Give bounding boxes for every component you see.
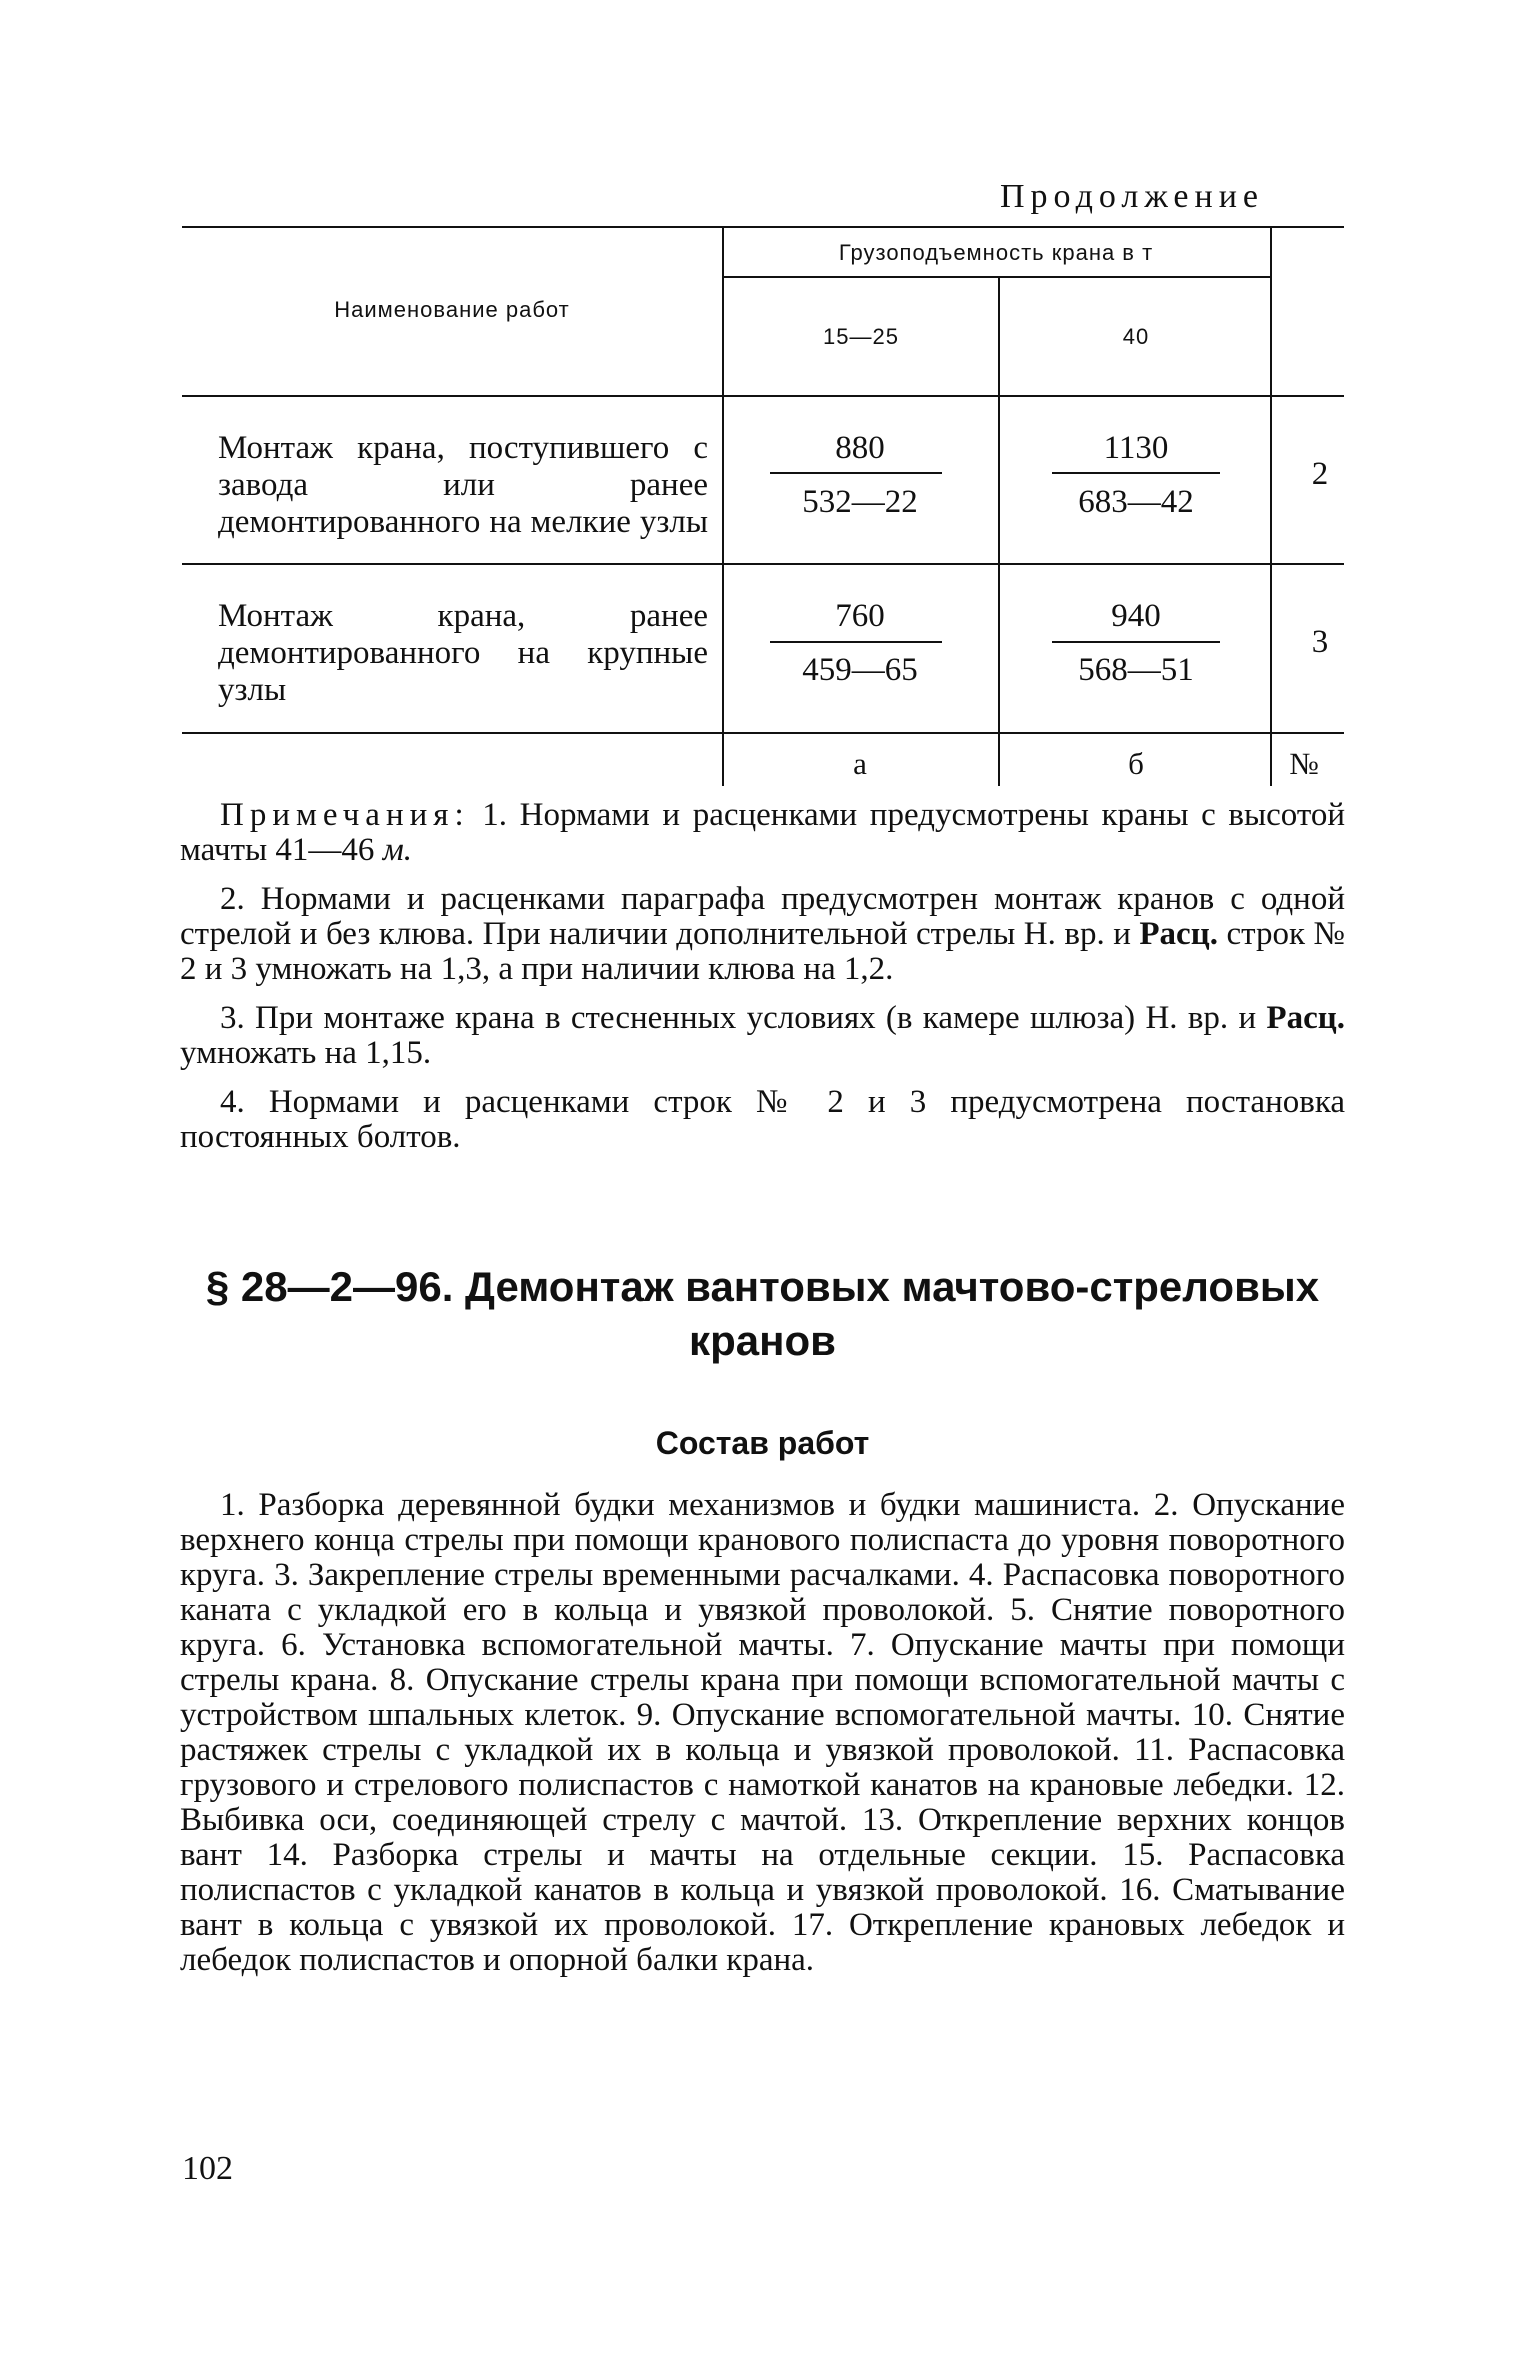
section-body: 1. Разборка деревянной будки механизмов и будки машиниста. 2. Опускание верхнего конца стрелы при помощи кранового полиспаста до уровня поворотного круга. 3. Закрепление стрелы временными расчалками. 4. Распасовка поворотного каната с укладкой его в кольца и увязкой проволокой. 5. Снятие поворотного круга. 6. Установка вспомогательной мачты. 7. Опускание мачты при помощи стрелы крана. 8. Опускание стрелы крана при помощи вспомогательной мачты с устройством шпальных клеток. 9. Опускание вспомогательной мачты. 10. Снятие растяжек стрелы с укладкой их в кольца и увязкой проволокой. 11. Распасовка грузового и стрелового полиспастов с намоткой канатов на крановые лебедки. 12. Выбивка оси, соединяющей стрелу с мачтой. 13. Открепление верхних концов вант 14. Разборка стрелы и мачты на отдельные секции. 15. Распасовка полиспастов с укладкой канатов в кольца и увязкой проволокой. 16. Сматывание вант в кольца с увязкой их проволокой. 17. Открепление крановых лебедок и лебедок полиспастов и опорной балки крана.: [180, 1487, 1345, 1978]
row-2-col-b-time: 1130: [1103, 430, 1169, 466]
note-3-bold: Расц.: [1266, 1000, 1345, 1036]
section-subtitle: Состав работ: [655, 1425, 870, 1461]
row-2-col-a-price: 532—22: [802, 484, 918, 520]
row-divider: [182, 563, 1344, 565]
footer-col-a: а: [853, 746, 867, 781]
note-1-unit: м.: [382, 832, 412, 868]
section-body-block: [180, 1488, 1345, 1978]
row-3-col-b-price: 568—51: [1078, 652, 1194, 688]
note-4: 4. Нормами и расценками строк № 2 и 3 предусмотрена постановка постоянных болтов.: [180, 1084, 1345, 1155]
note-2-text-start: 2. Нормами и расценками параграфа предусмотрен монтаж кранов с одной стрелой и без клюва. При наличии дополнительной стрелы Н. вр. и: [180, 881, 1345, 952]
note-2: [180, 882, 1345, 987]
footer-col-b: б: [1128, 746, 1144, 781]
column-rule-b: [998, 396, 1000, 786]
note-1: [180, 798, 1345, 868]
section-title-line-2: кранов: [689, 1317, 836, 1364]
row-2-col-b-price: 683—42: [1078, 484, 1194, 520]
header-bottom-rule: [182, 395, 1344, 397]
row-3-col-a-price: 459—65: [802, 652, 918, 688]
header-work-name: Наименование работ: [334, 297, 570, 322]
row-3-number: 3: [1311, 624, 1329, 660]
note-2-bold: Расц.: [1139, 916, 1218, 952]
fraction-bar: [1052, 641, 1220, 643]
row-2-work-name: Монтаж крана, поступившего с завода или ранее демонтированного на мелкие узлы: [218, 430, 708, 540]
page-number: 102: [182, 2150, 233, 2187]
table-bottom-rule: [182, 732, 1344, 734]
section-title: [180, 1260, 1345, 1368]
section-title-line-1: § 28—2—96. Демонтаж вантовых мачтово-стреловых: [205, 1263, 1320, 1310]
note-3-text-start: 3. При монтаже крана в стесненных условиях (в камере шлюза) Н. вр. и: [220, 1000, 1257, 1036]
column-rule-a: [722, 228, 724, 786]
note-2-text-end: строк № 2 и 3 умножать на 1,3, а при наличии клюва на 1,2.: [180, 916, 1345, 987]
fraction-bar: [1052, 472, 1220, 474]
header-capacity: Грузоподъемность крана в т: [838, 240, 1154, 265]
header-column-40: 40: [1122, 324, 1150, 349]
footer-col-no: №: [1289, 746, 1319, 781]
note-1-text: 1. Нормами и расценками предусмотрены краны с высотой мачты 41—46: [180, 797, 1346, 868]
notes-label: Примечания:: [220, 797, 470, 833]
capacity-underline: [722, 276, 1270, 278]
row-3-col-b-time: 940: [1111, 598, 1161, 634]
row-3-col-a-time: 760: [835, 598, 885, 634]
notes-block: [180, 798, 1345, 1169]
row-3-work-name: Монтаж крана, ранее демонтированного на крупные узлы: [218, 598, 708, 708]
note-3-text-end: умножать на 1,15.: [180, 1035, 432, 1071]
column-rule-no: [1270, 228, 1272, 786]
fraction-bar: [770, 472, 942, 474]
table-top-rule: [182, 226, 1344, 228]
header-column-15-25: 15—25: [823, 324, 899, 349]
row-2-number: 2: [1311, 456, 1329, 492]
continuation-label: Продолжение: [1000, 178, 1265, 215]
note-3: [180, 1001, 1345, 1071]
row-2-col-a-time: 880: [835, 430, 885, 466]
fraction-bar: [770, 641, 942, 643]
